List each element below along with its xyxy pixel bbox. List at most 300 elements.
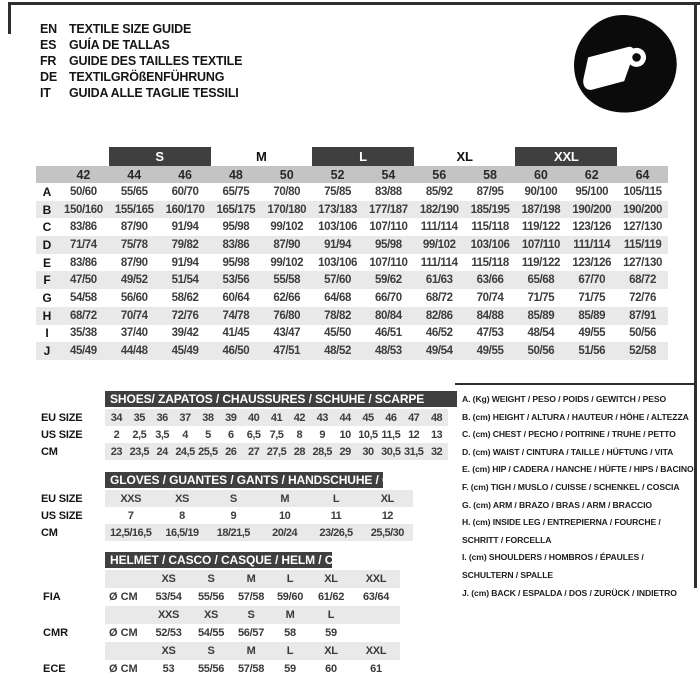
helmet-value-cell: 56/57 [237,627,265,639]
textile-value-cell: 99/102 [270,221,304,234]
helmet-value-cell: 58 [284,627,296,639]
helmet-section-header: HELMET / CASCO / CASQUE / HELM / CASCO [105,552,332,568]
size-number: 42 [76,167,91,182]
shoes-value-cell: 13 [430,428,443,441]
language-code: DE [40,70,57,84]
shoes-section [36,391,457,460]
textile-value-cell: 103/106 [470,238,510,251]
helmet-value-cell: XS [161,573,176,585]
textile-value-cell: 105/115 [623,185,662,198]
textile-value-cell: 63/66 [476,274,504,287]
helmet-value-cell: 54/55 [197,627,225,639]
helmet-value-cell: 57/58 [237,663,265,675]
helmet-row [36,588,400,606]
legend-line: H. (cm) INSIDE LEG / ENTREPIERNA / FOURCHE / [462,517,661,528]
gloves-value-cell: 25,5/30 [370,526,404,539]
helmet-unit-label [105,570,147,588]
textile-value-cell: 150/160 [64,203,103,216]
size-number: 56 [432,167,447,182]
helmet-section [36,552,400,678]
size-number: 46 [178,167,193,182]
textile-value-cell: 49/54 [425,345,453,358]
gloves-row-label: EU SIZE [41,492,83,505]
helmet-unit-label: Ø CM [109,627,138,639]
helmet-unit-label [105,642,147,660]
shoes-value-cell: 40 [248,411,260,424]
textile-value-cell: 190/200 [623,203,662,216]
textile-value-cell: 82/86 [425,309,453,322]
shoes-value-cell: 9 [319,428,326,441]
gloves-value-cell: L [332,492,340,505]
textile-row [36,325,668,343]
shoes-row [36,409,457,426]
textile-value-cell: 173/183 [318,203,357,216]
textile-value-cell: 70/74 [476,291,504,304]
textile-value-cell: 85/92 [425,185,453,198]
legend-item [462,585,700,603]
gloves-row-values [105,524,413,541]
textile-value-cell: 103/106 [318,221,357,234]
textile-value-cell: 72/76 [629,291,656,304]
textile-value-cell: 50/56 [527,345,555,358]
helmet-value-cell: 55/56 [197,591,225,603]
language-title: GUIDE DES TAILLES TEXTILE [69,54,243,68]
helmet-value-cell: 57/58 [237,591,265,603]
textile-value-cell: 46/50 [222,345,250,358]
size-number: 62 [584,167,599,182]
legend-item [462,409,700,427]
textile-value-cell: 123/126 [572,256,612,269]
gloves-value-cell: 12,5/16,5 [109,526,152,539]
helmet-unit-label [105,606,147,624]
helmet-value-cell: 52/53 [155,627,182,639]
shoes-value-cell: 48 [430,411,443,424]
textile-value-cell: 115/119 [623,238,662,251]
textile-value-cell: 41/45 [222,327,250,340]
textile-value-cell: 70/80 [273,185,301,198]
gloves-value-cell: XXS [120,492,141,505]
textile-value-cell: 170/180 [267,203,307,216]
textile-row [36,307,668,325]
shoes-row-label: US SIZE [41,428,83,441]
size-number: 64 [635,167,650,182]
language-title: GUÍA DE TALLAS [69,38,170,52]
legend-line: SCHRITT / FORCELLA [462,534,552,545]
gloves-value-cell: 7 [127,509,134,522]
gloves-row-label: CM [41,526,58,539]
shoes-value-cell: 24 [156,445,168,458]
textile-value-cell: 62/66 [273,291,301,304]
shoes-section-header: SHOES/ ZAPATOS / CHAUSSURES / SCHUHE / SCARPE [105,391,457,407]
textile-value-cell: 177/187 [369,203,408,216]
textile-row [36,218,668,236]
textile-value-cell: 61/63 [425,274,453,287]
size-group-cell: M [256,149,267,164]
gloves-value-cell: 9 [230,509,237,522]
textile-value-cell: 107/110 [369,256,408,269]
size-number: 58 [483,167,498,182]
size-number: 44 [127,167,142,182]
shoes-rows [36,409,457,460]
textile-value-cell: 107/110 [521,238,560,251]
textile-row [36,236,668,254]
shoes-row-values [105,409,448,426]
textile-value-cell: 185/195 [470,203,510,216]
size-group-cell: XL [456,149,473,164]
textile-value-cell: 74/78 [222,309,250,322]
measure-letter: B [42,202,52,217]
measure-letter: F [43,273,51,288]
shoes-value-cell: 42 [293,411,305,424]
textile-value-cell: 182/190 [419,203,459,216]
textile-value-cell: 71/75 [578,291,606,304]
legend-line: J. (cm) BACK / ESPALDA / DOS / ZURÜCK / INDIETRO [462,587,677,598]
legend-item [462,461,700,479]
shoes-value-cell: 41 [270,411,283,424]
textile-value-cell: 95/98 [375,238,402,251]
helmet-value-cell: M [246,645,256,657]
shoes-value-cell: 37 [179,411,191,424]
helmet-value-cell: 63/64 [362,591,390,603]
textile-value-cell: 95/98 [222,256,250,269]
textile-value-cell: 83/86 [70,256,97,269]
textile-value-cell: 47/50 [70,274,97,287]
frame-corner-border [8,2,11,34]
shoes-value-cell: 30,5 [381,445,401,458]
textile-value-cell: 48/53 [375,345,402,358]
shoes-value-cell: 31,5 [403,445,424,458]
textile-value-cell: 37/40 [120,327,148,340]
language-row [40,85,242,101]
textile-value-cell: 190/200 [572,203,612,216]
size-group-header-row [36,147,668,166]
helmet-value-cell: 55/56 [197,663,225,675]
helmet-value-cell: 61/62 [317,591,345,603]
helmet-row-values [105,624,400,642]
shoes-value-cell: 44 [339,411,351,424]
legend-item [462,549,700,584]
shoes-value-cell: 27 [248,445,260,458]
shoes-value-cell: 45 [362,411,374,424]
language-row [40,37,242,53]
textile-value-cell: 67/70 [578,274,606,287]
shoes-value-cell: 4 [182,428,188,441]
helmet-rows [36,570,400,678]
legend-line: D. (cm) WAIST / CINTURA / TAILLE / HÜFTUNG / VITA [462,446,674,457]
helmet-value-cell: XS [203,609,219,621]
textile-value-cell: 75/78 [120,238,148,251]
helmet-value-cell: XXL [365,573,387,585]
size-number: 52 [330,167,345,182]
measure-letter: G [42,290,52,305]
shoes-value-cell: 25,5 [198,445,218,458]
textile-row [36,183,668,201]
shoes-row [36,443,457,460]
measure-letter: J [43,344,51,359]
legend-item [462,444,700,462]
textile-value-cell: 87/90 [273,238,301,251]
textile-value-cell: 115/118 [471,221,509,234]
textile-value-cell: 48/52 [324,345,351,358]
gloves-value-cell: 12 [381,509,393,522]
shoes-value-cell: 2,5 [132,428,147,441]
shoes-value-cell: 23,5 [129,445,149,458]
legend-line: E. (cm) HIP / CADERA / HANCHE / HÜFTE / HIPS / BACINO [462,464,694,475]
textile-value-cell: 68/72 [629,274,656,287]
language-title-list [40,21,242,101]
helmet-value-cell: XXL [365,645,387,657]
helmet-value-cell: M [246,573,256,585]
measurement-legend [462,391,700,602]
language-code: ES [40,38,57,52]
textile-value-cell: 51/56 [578,345,606,358]
textile-value-cell: 83/86 [70,221,97,234]
gloves-row [36,490,413,507]
textile-value-cell: 165/175 [216,203,256,216]
helmet-row-values [105,642,400,660]
gloves-row [36,507,413,524]
shoes-value-cell: 43 [316,411,328,424]
size-number: 50 [279,167,294,182]
size-group-spacer [36,147,109,166]
helmet-row-values [105,588,400,606]
shoes-value-cell: 32 [430,445,443,458]
textile-value-cell: 65/68 [527,274,555,287]
shoes-value-cell: 8 [296,428,303,441]
textile-value-cell: 123/126 [572,221,612,234]
textile-value-cell: 49/55 [578,327,606,340]
language-code: IT [40,86,51,100]
legend-line: G. (cm) ARM / BRAZO / BRAS / ARM / BRACCIO [462,499,652,510]
helmet-value-cell [352,606,400,624]
helmet-value-cell: S [207,573,215,585]
gloves-value-cell: XL [380,492,394,505]
textile-value-cell: 53/56 [222,274,250,287]
textile-value-cell: 91/94 [171,256,199,269]
language-title: TEXTILE SIZE GUIDE [69,22,192,36]
helmet-value-cell: 59 [284,663,296,675]
textile-value-cell: 45/50 [324,327,351,340]
textile-value-cell: 103/106 [318,256,357,269]
helmet-row-values [105,606,400,624]
gloves-value-cell: 23/26,5 [319,526,353,539]
textile-value-cell: 46/51 [375,327,402,340]
size-number: 54 [381,167,396,182]
language-row [40,69,242,85]
textile-value-cell: 45/49 [70,345,97,358]
textile-value-cell: 58/62 [171,291,199,304]
legend-item [462,426,700,444]
shoes-value-cell: 39 [225,411,237,424]
shoes-row [36,426,457,443]
shoes-value-cell: 11,5 [381,428,401,441]
gloves-value-cell: 16,5/19 [165,526,199,539]
textile-value-cell: 91/94 [324,238,351,251]
shoes-value-cell: 29 [339,445,351,458]
shoes-value-cell: 35 [133,411,145,424]
textile-value-cell: 72/76 [171,309,199,322]
helmet-value-cell: S [247,609,255,621]
gloves-row-values [105,507,413,524]
textile-value-cell: 80/84 [375,309,402,322]
helmet-value-cell [352,624,400,642]
size-group-cell: L [312,147,414,166]
helmet-row-values [105,570,400,588]
textile-value-cell: 50/56 [629,327,656,340]
helmet-row-values [105,660,400,678]
textile-value-cell: 59/62 [375,274,402,287]
measure-letter: A [42,184,52,199]
textile-value-cell: 50/60 [70,185,97,198]
textile-value-cell: 91/94 [171,221,199,234]
textile-value-cell: 43/47 [273,327,301,340]
shoes-value-cell: 28 [293,445,305,458]
helmet-row [36,624,400,642]
textile-value-cell: 83/88 [375,185,402,198]
shoes-value-cell: 10 [339,428,351,441]
measure-letter: H [42,308,52,323]
shoes-value-cell: 28,5 [312,445,332,458]
textile-value-cell: 57/60 [324,274,351,287]
measure-letter: I [45,326,49,341]
legend-line: A. (Kg) WEIGHT / PESO / POIDS / GEWITCH / PESO [462,394,667,404]
shoes-value-cell: 12 [408,428,420,441]
shoes-value-cell: 2 [113,428,120,441]
gloves-section-header: GLOVES / GUANTES / GANTS / HANDSCHUHE / GUANTI [105,472,383,488]
textile-value-cell: 35/38 [70,327,97,340]
textile-value-cell: 87/95 [476,185,504,198]
textile-value-cell: 55/65 [120,185,148,198]
legend-line: C. (cm) CHEST / PECHO / POITRINE / TRUHE / PETTO [462,429,676,440]
shoes-value-cell: 7,5 [269,428,284,441]
helmet-value-cell: L [327,609,335,621]
textile-value-cell: 70/74 [120,309,148,322]
shoes-value-cell: 5 [205,428,211,441]
textile-value-cell: 95/98 [222,221,250,234]
shoes-value-cell: 36 [156,411,168,424]
textile-value-cell: 187/198 [521,203,561,216]
gloves-value-cell: 8 [179,509,185,522]
textile-size-table [36,147,668,360]
gloves-value-cell: 10 [279,509,291,522]
helmet-value-cell: 53 [162,663,175,675]
language-code: FR [40,54,57,68]
helmet-value-cell: 59/60 [276,591,304,603]
gloves-row [36,524,413,541]
language-title: GUIDA ALLE TAGLIE TESSILI [69,86,239,100]
textile-value-cell: 87/91 [629,309,656,322]
textile-value-cell: 87/90 [120,221,148,234]
helmet-row [36,642,400,660]
textile-value-cell: 68/72 [70,309,97,322]
helmet-value-cell: XL [324,645,338,657]
gloves-section [36,472,428,541]
textile-value-cell: 47/51 [273,345,301,358]
gloves-value-cell: 11 [330,509,342,522]
helmet-value-cell: 59 [325,627,337,639]
textile-value-cell: 155/165 [114,203,154,216]
helmet-value-cell: L [286,645,294,657]
shoes-value-cell: 38 [202,411,214,424]
size-group-cell: S [109,147,211,166]
textile-value-cell: 47/53 [476,327,504,340]
shoes-value-cell: 26 [225,445,237,458]
gloves-value-cell: 20/24 [272,526,298,539]
gloves-rows [36,490,413,541]
shoes-value-cell: 47 [408,411,420,424]
textile-value-cell: 71/75 [527,291,555,304]
textile-row [36,342,668,360]
textile-value-cell: 64/68 [324,291,351,304]
textile-value-cell: 87/90 [120,256,148,269]
shoes-value-cell: 30 [362,445,374,458]
language-title: TEXTILGRÖßENFÜHRUNG [69,70,225,84]
legend-item [462,391,700,409]
helmet-unit-label: Ø CM [109,591,138,603]
textile-value-cell: 48/54 [527,327,555,340]
helmet-value-cell: 61 [370,663,382,675]
textile-value-cell: 60/70 [171,185,199,198]
textile-value-cell: 99/102 [270,256,304,269]
textile-value-cell: 111/114 [573,238,611,251]
language-row [40,53,242,69]
legend-item [462,497,700,515]
textile-value-cell: 99/102 [422,238,456,251]
helmet-value-cell: S [207,645,215,657]
legend-line: B. (cm) HEIGHT / ALTURA / HAUTEUR / HÖHE / ALTEZZA [462,411,689,422]
helmet-value-cell: 60 [325,663,337,675]
textile-row [36,271,668,289]
textile-value-cell: 127/130 [623,256,662,269]
textile-value-cell: 44/48 [120,345,148,358]
shoes-value-cell: 27,5 [266,445,287,458]
shoes-value-cell: 46 [385,411,397,424]
helmet-value-cell: 53/54 [155,591,182,603]
legend-line: I. (cm) SHOULDERS / HOMBROS / ÉPAULES / [462,552,644,563]
textile-value-cell: 111/114 [420,221,458,234]
shoes-value-cell: 23 [110,445,123,458]
textile-value-cell: 49/55 [476,345,504,358]
size-number: 60 [533,167,548,182]
textile-value-cell: 107/110 [369,221,408,234]
helmet-value-cell: L [286,573,294,585]
textile-value-cell: 71/74 [70,238,97,251]
textile-value-cell: 49/52 [120,274,148,287]
textile-value-cell: 85/89 [578,309,606,322]
shoes-value-cell: 3,5 [155,428,170,441]
textile-value-cell: 119/122 [521,221,560,234]
shoes-row-values [105,426,448,443]
shoes-value-cell: 34 [110,411,123,424]
legend-line: F. (cm) TIGH / MUSLO / CUISSE / SCHENKEL / COSCIA [462,481,680,492]
gloves-row-values [105,490,413,507]
helmet-standard-label: FIA [43,591,61,603]
textile-value-cell: 95/100 [575,185,609,198]
size-number-bar [36,166,668,183]
gloves-value-cell: S [229,492,237,505]
size-bar-spacer [36,166,58,183]
size-number: 48 [228,167,243,182]
textile-row [36,201,668,219]
helmet-row [36,660,400,678]
shoes-row-label: CM [41,445,58,458]
textile-row [36,254,668,272]
textile-rows [36,183,668,360]
helmet-value-cell: M [285,609,295,621]
gloves-value-cell: XS [175,492,189,505]
legend-line: SCHULTERN / SPALLE [462,569,553,580]
shoes-row-label: EU SIZE [41,411,83,424]
